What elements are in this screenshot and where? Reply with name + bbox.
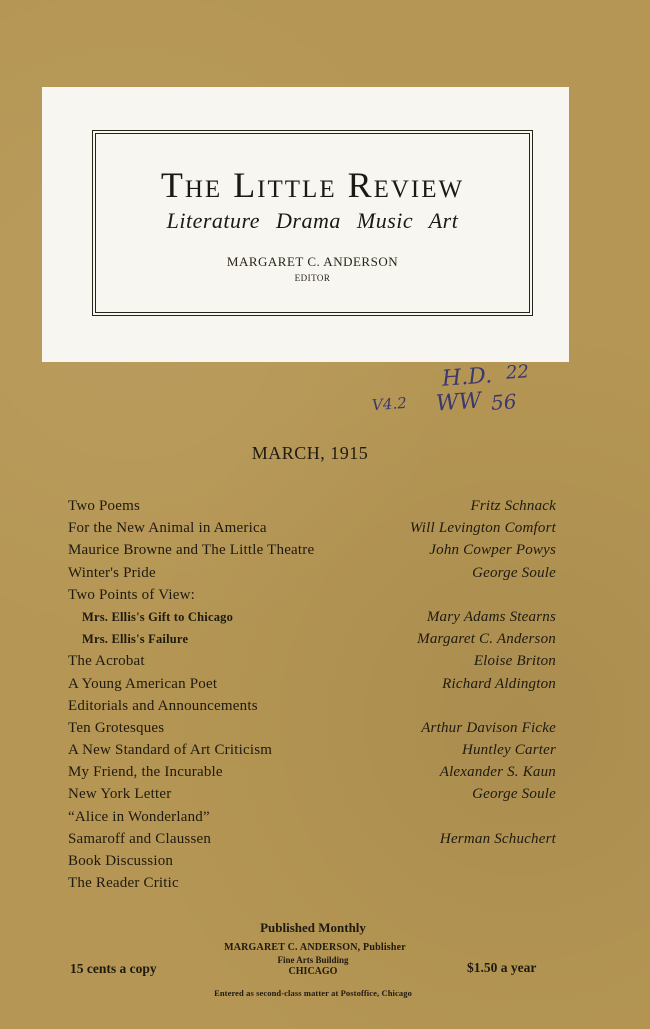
toc-entry-title: The Reader Critic [68, 875, 179, 892]
toc-entry [68, 631, 556, 653]
toc-entry [68, 875, 556, 897]
toc-entry [68, 565, 556, 587]
toc-entry-title: My Friend, the Incurable [68, 764, 223, 781]
handwritten-note: H.D. [441, 363, 493, 392]
toc-entry-title: Two Poems [68, 498, 141, 514]
single-copy-price: 15 cents a copy [70, 961, 157, 976]
toc-entry-author: Margaret C. Anderson [417, 631, 556, 648]
toc-entry [68, 853, 556, 875]
issue-date: MARCH, 1915 [251, 443, 369, 463]
toc-entry [68, 764, 556, 786]
title-label [42, 87, 569, 362]
toc-entry [68, 698, 556, 720]
publisher-building: Fine Arts Building [277, 955, 349, 965]
toc-entry-title: A New Standard of Art Criticism [68, 742, 273, 759]
toc-entry [68, 498, 556, 520]
toc-entry [68, 609, 556, 631]
toc-entry-author: Alexander S. Kaun [439, 764, 556, 781]
toc-entry-title: Samaroff and Claussen [68, 830, 212, 847]
toc-entry-author: Will Levington Comfort [409, 520, 556, 537]
toc-entry [68, 520, 556, 542]
toc-entry-author: Arthur Davison Ficke [421, 719, 556, 736]
toc-entry-author: Mary Adams Stearns [426, 608, 556, 625]
toc-entry-author: Huntley Carter [461, 742, 556, 759]
toc-entry-title: “Alice in Wonderland” [68, 808, 210, 825]
toc-entry-title: Winter's Pride [68, 564, 156, 581]
toc-entry-author: Eloise Briton [473, 653, 556, 670]
toc-entry [68, 653, 556, 675]
handwritten-note: 56 [490, 389, 518, 415]
toc-entry [68, 809, 556, 831]
toc-entry [68, 720, 556, 742]
handwritten-note: WW [435, 388, 483, 417]
toc-entry-author: George Soule [472, 786, 556, 803]
toc-entry [68, 831, 556, 853]
table-of-contents [68, 498, 556, 897]
toc-entry-title: Book Discussion [68, 853, 174, 869]
toc-entry-title: Editorials and Announcements [68, 697, 258, 714]
toc-entry-author: Fritz Schnack [470, 498, 556, 514]
handwritten-note: 22 [505, 361, 530, 384]
toc-entry [68, 742, 556, 764]
postal-entry-notice: Entered as second-class matter at Postoffice, Chicago [214, 988, 412, 998]
magazine-title: The Little Review [160, 165, 465, 205]
editor-name: MARGARET C. ANDERSON [226, 254, 399, 269]
title-frame [92, 130, 533, 316]
toc-entry-title: A Young American Poet [68, 675, 218, 692]
toc-entry-title: Ten Grotesques [68, 719, 165, 736]
toc-entry-author: George Soule [472, 564, 556, 581]
toc-entry [68, 676, 556, 698]
toc-entry-title: The Acrobat [68, 653, 145, 670]
publication-frequency: Published Monthly [260, 920, 366, 935]
toc-entry-title: Two Points of View: [68, 586, 195, 603]
toc-entry-author: Richard Aldington [442, 675, 556, 692]
toc-entry-author: Herman Schuchert [439, 830, 556, 847]
toc-entry-author: John Cowper Powys [429, 542, 556, 559]
toc-entry [68, 542, 556, 564]
toc-entry [68, 786, 556, 808]
publisher-city: CHICAGO [288, 966, 338, 977]
toc-entry-title: Maurice Browne and The Little Theatre [68, 542, 315, 559]
editor-role: EDITOR [294, 273, 331, 283]
toc-entry-title: Mrs. Ellis's Gift to Chicago [82, 609, 234, 624]
handwritten-note: V4.2 [371, 393, 408, 415]
magazine-subtitle: Literature Drama Music Art [166, 208, 459, 233]
toc-entry-title: New York Letter [68, 786, 172, 803]
toc-entry-title: Mrs. Ellis's Failure [82, 632, 189, 647]
toc-entry-title: For the New Animal in America [68, 520, 267, 537]
annual-price: $1.50 a year [467, 960, 537, 975]
publisher-line: MARGARET C. ANDERSON, Publisher [224, 942, 406, 953]
toc-entry [68, 587, 556, 609]
